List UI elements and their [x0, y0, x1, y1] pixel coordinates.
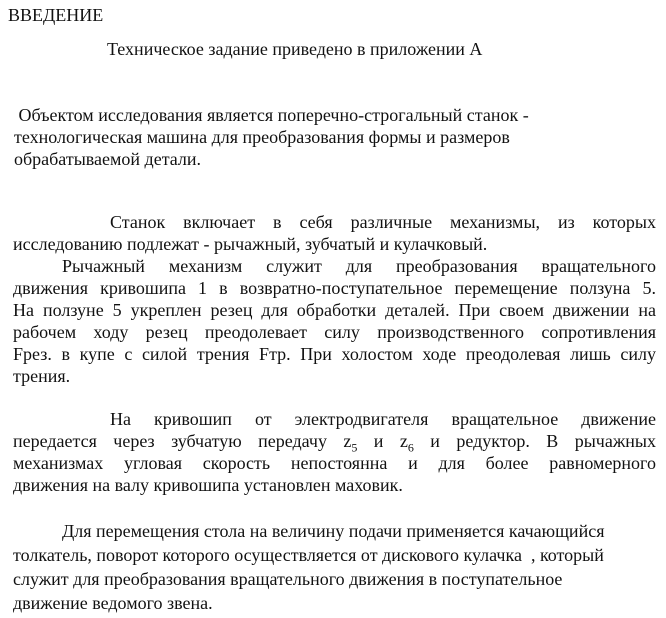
paragraph-line: движения на валу кривошипа установлен маховик.: [13, 475, 403, 495]
z5-subscript: 5: [351, 440, 358, 455]
paragraph-line: Для перемещения стола на величину подачи применяется качающийся: [62, 521, 605, 541]
paragraph-line: исследованию подлежат - рычажный, зубчатый и кулачковый.: [13, 234, 488, 254]
paragraph-line: движения кривошипа 1 в возвратно-поступательное перемещение ползуна 5.: [13, 278, 656, 298]
z6-subscript: 6: [407, 440, 414, 455]
paragraph-line: Объектом исследования является поперечно-строгальный станок -: [14, 105, 529, 125]
paragraph-line: толкатель, поворот которого осуществляется от дискового кулачка , который: [13, 545, 604, 565]
paragraph-line: трения.: [13, 366, 71, 386]
paragraph-line: рабочем ходу резец преодолевает силу производственного сопротивления: [13, 322, 656, 342]
tz-reference-line: Техническое задание приведено в приложении А: [107, 39, 483, 59]
paragraph-line-gear: [13, 430, 657, 455]
paragraph-line: На ползуне 5 укреплен резец для обработки деталей. При своем движении на: [13, 300, 656, 320]
paragraph-line: Станок включает в себя различные механизмы, из которых: [110, 212, 656, 232]
paragraph-line: служит для преобразования вращательного движения в поступательное: [13, 569, 563, 589]
section-heading: ВВЕДЕНИЕ: [8, 5, 104, 25]
gear-text-c: и редуктор. В рычажных: [413, 431, 657, 451]
paragraph-crank-drive: [13, 408, 656, 496]
paragraph-line: технологическая машина для преобразования формы и размеров: [14, 127, 510, 147]
gear-text-a: передается через зубчатую передачу z: [13, 431, 352, 451]
paragraph-table-feed: [13, 519, 656, 615]
paragraph-object: [14, 104, 657, 170]
paragraph-line: движение ведомого звена.: [13, 593, 213, 613]
paragraph-line: обрабатываемой детали.: [14, 149, 202, 169]
paragraph-lever-mechanism: [13, 255, 656, 387]
paragraph-line: механизмах угловая скорость непостоянна и для более равномерного: [13, 453, 656, 473]
gear-text-b: и z: [357, 431, 408, 451]
paragraph-stanok: [13, 211, 656, 255]
paragraph-line: На кривошип от электродвигателя вращательное движение: [110, 409, 656, 429]
paragraph-line: Fрез. в купе с силой трения Fтр. При холостом ходе преодолевая лишь силу: [13, 344, 656, 364]
paragraph-line: Рычажный механизм служит для преобразования вращательного: [62, 256, 656, 276]
